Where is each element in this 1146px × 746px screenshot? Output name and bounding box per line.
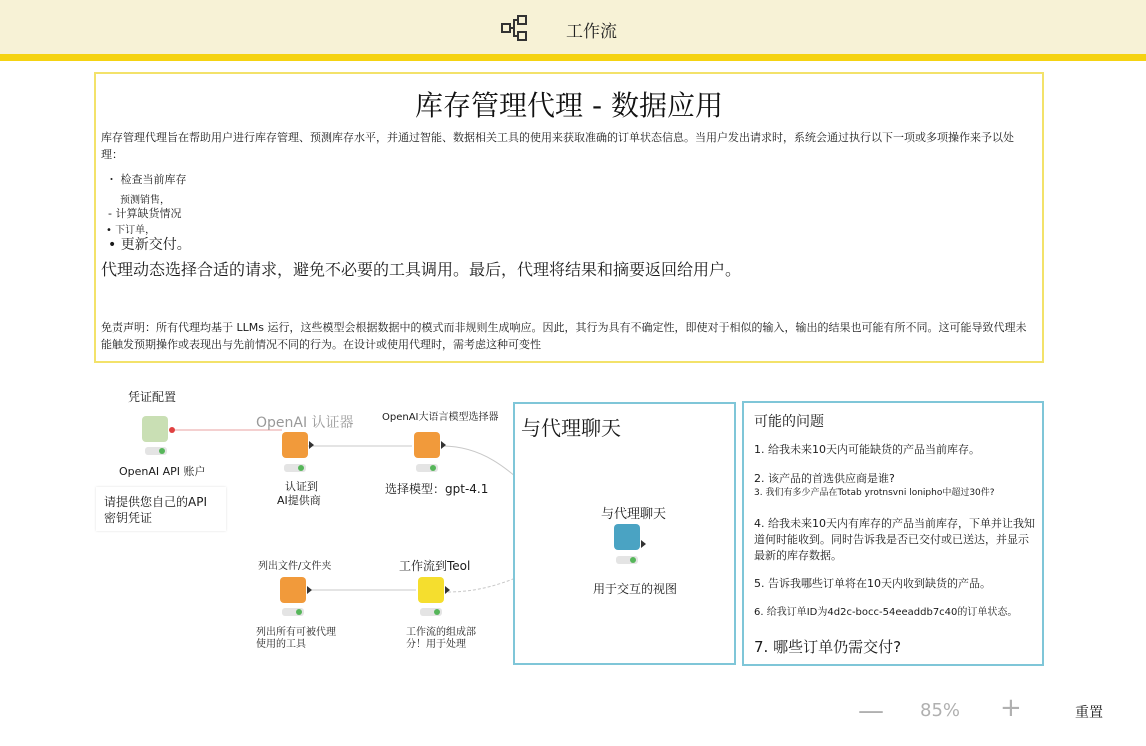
question-3: 3. 我们有多少产品在Totab yrotnsvni lonipho中超过30件?	[754, 488, 995, 498]
node-status-indicator	[420, 608, 442, 616]
description-title: 库存管理代理 - 数据应用	[415, 89, 723, 122]
bullet-forecast-sales: 预测销售，	[120, 195, 170, 206]
authenticator-node-label-2: AI提供商	[277, 494, 321, 507]
bullet-check-inventory: ・ 检查当前库存	[106, 173, 187, 186]
workflow-to-tool-node[interactable]	[418, 577, 444, 603]
question-2: 2. 该产品的首选供应商是谁?	[754, 472, 895, 485]
credentials-node-label: OpenAI API 账户	[119, 465, 206, 478]
note-line-1: 请提供您自己的API	[104, 495, 207, 509]
bullet-calc-stockout: - 计算缺货情况	[108, 207, 182, 220]
workflow-to-tool-node-label-2: 分！用于处理	[406, 639, 466, 650]
output-port	[641, 540, 646, 548]
node-status-indicator	[145, 447, 167, 455]
question-6: 6. 给我订单ID为4d2c-bocc-54eeaddb7c40的订单状态。	[754, 607, 1018, 618]
bullet-place-order: • 下订单，	[106, 225, 156, 236]
description-intro: 库存管理代理旨在帮助用户进行库存管理、预测库存水平，并通过智能、数据相关工具的使用来获取准确的订单状态信息。当用户发出请求时，系统会通过执行以下一项或多项操作来予以处理：	[101, 131, 1014, 161]
llm-selector-node-title: OpenAI大语言模型选择器	[382, 412, 499, 423]
page-title: 工作流	[566, 22, 617, 42]
chat-agent-node-label: 用于交互的视图	[593, 582, 678, 596]
llm-selector-node-label: 选择模型：gpt-4.1	[385, 482, 489, 496]
reset-zoom-button[interactable]: 重置	[1075, 705, 1103, 721]
credentials-configuration-node[interactable]	[142, 416, 168, 442]
openai-authenticator-node[interactable]	[282, 432, 308, 458]
openai-llm-selector-node[interactable]	[414, 432, 440, 458]
question-5: 5. 告诉我哪些订单将在10天内收到缺货的产品。	[754, 577, 991, 590]
list-files-folders-node[interactable]	[280, 577, 306, 603]
zoom-in-button[interactable]: +	[1000, 693, 1022, 723]
output-port	[445, 586, 450, 594]
note-line-2: 密钥凭证	[104, 511, 153, 525]
question-4: 4. 给我未来10天内有库存的产品当前库存，下单并让我知道何时能收到。同时告诉我是否已交付或已送达，并显示最新的库存数据。	[754, 517, 1035, 562]
agent-summary-line: 代理动态选择合适的请求，避免不必要的工具调用。最后，代理将结果和摘要返回给用户。	[101, 260, 742, 279]
node-status-indicator	[282, 608, 304, 616]
list-files-node-title: 列出文件/文件夹	[258, 561, 332, 572]
output-port	[309, 441, 314, 449]
workflow-to-tool-node-label-1: 工作流的组成部	[406, 627, 476, 638]
bullet-update-delivery: • 更新交付。	[108, 237, 191, 253]
chat-agent-node-title: 与代理聊天	[601, 507, 667, 522]
chat-panel-title: 与代理聊天	[521, 416, 621, 440]
credentials-node-title: 凭证配置	[128, 390, 177, 404]
node-status-indicator	[284, 464, 306, 472]
chat-agent-node[interactable]	[614, 524, 640, 550]
node-status-indicator	[616, 556, 638, 564]
disclaimer-text: 免责声明：所有代理均基于 LLMs 运行，这些模型会根据数据中的模式而非规则生成响应。因此，其行为具有不确定性，即使对于相似的输入，输出的结果也可能有所不同。这可能导致代理未能触发预期操作或表现出与先前情况不同的行为。在设计或使用代理时，需考虑这种可变性	[101, 321, 1027, 351]
question-1: 1. 给我未来10天内可能缺货的产品当前库存。	[754, 443, 980, 456]
node-status-indicator	[416, 464, 438, 472]
zoom-level: 85%	[920, 700, 961, 721]
authenticator-node-label-1: 认证到	[285, 480, 318, 493]
credentials-note[interactable]	[96, 487, 226, 531]
list-files-node-label-2: 使用的工具	[256, 639, 306, 650]
workflow-to-tool-node-title: 工作流到Teol	[399, 559, 471, 573]
possible-questions-annotation[interactable]	[742, 401, 1044, 666]
output-port	[307, 586, 312, 594]
output-port	[441, 441, 446, 449]
zoom-out-button[interactable]: —	[858, 696, 884, 726]
questions-title: 可能的问题	[754, 414, 824, 430]
list-files-node-label-1: 列出所有可被代理	[256, 627, 336, 638]
authenticator-node-title: OpenAI 认证器	[256, 415, 354, 431]
question-7: 7. 哪些订单仍需交付?	[754, 638, 902, 656]
